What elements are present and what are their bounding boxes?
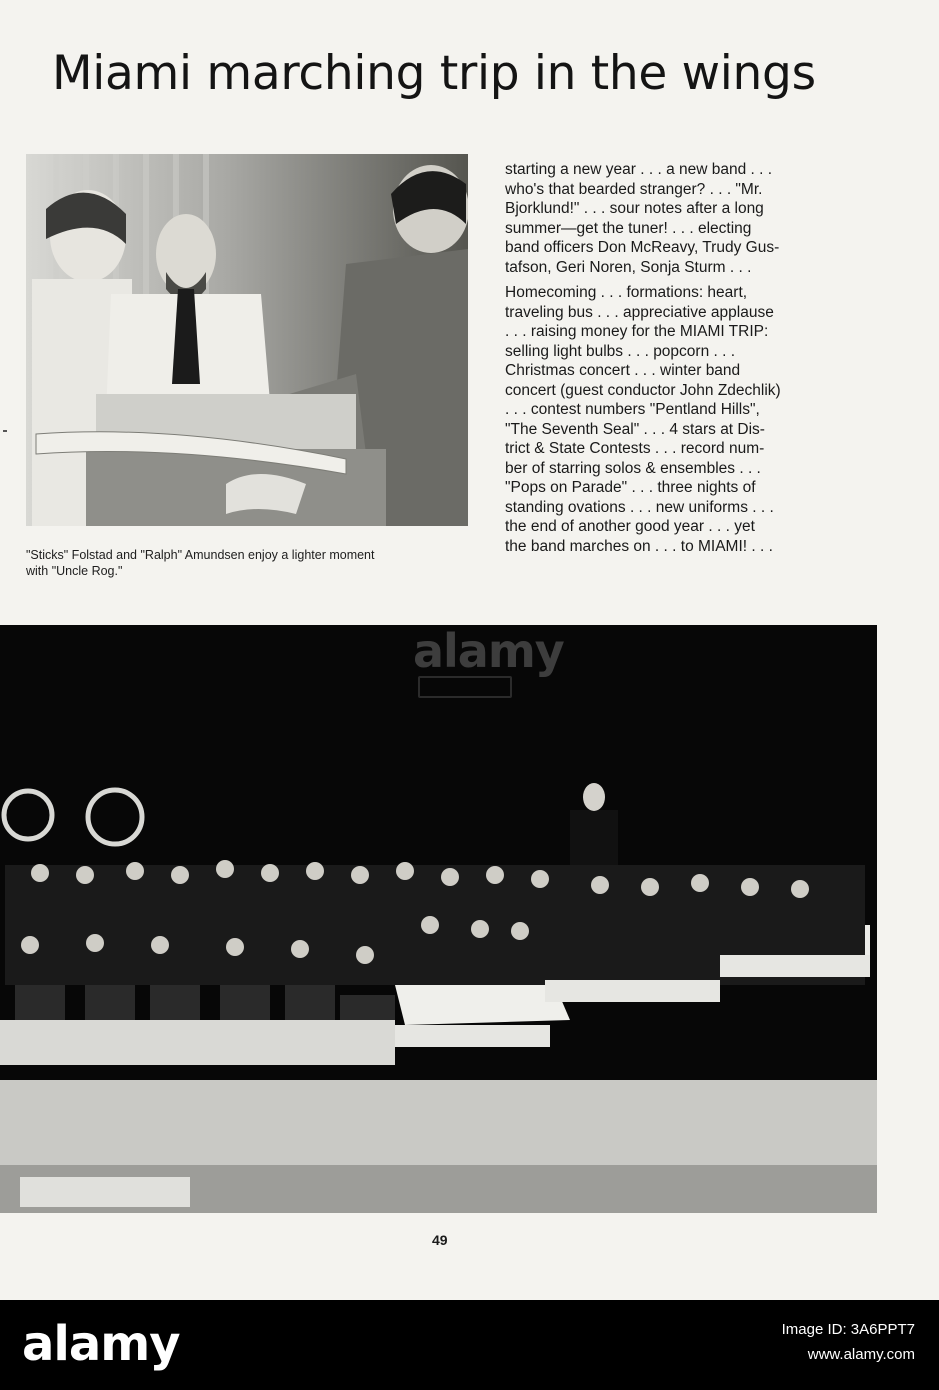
body-line: the band marches on . . . to MIAMI! . . . bbox=[505, 537, 773, 555]
body-line: traveling bus . . . appreciative applause bbox=[505, 303, 774, 321]
margin-mark bbox=[3, 430, 7, 432]
body-line: selling light bulbs . . . popcorn . . . bbox=[505, 342, 736, 360]
article-body bbox=[505, 160, 865, 556]
body-line: trict & State Contests . . . record num- bbox=[505, 440, 765, 457]
body-line: . . . contest numbers "Pentland Hills", bbox=[505, 401, 760, 418]
body-line: Homecoming . . . formations: heart, bbox=[505, 284, 748, 301]
body-line: starting a new year . . . a new band . . . bbox=[505, 161, 773, 178]
body-line: ber of starring solos & ensembles . . . bbox=[505, 459, 761, 477]
photo-caption bbox=[26, 547, 476, 579]
body-line: "Pops on Parade" . . . three nights of bbox=[505, 479, 756, 496]
body-line: band officers Don McReavy, Trudy Gus- bbox=[505, 239, 780, 256]
watermark-logo: alamy bbox=[413, 624, 564, 678]
footer-logo: alamy bbox=[22, 1316, 180, 1372]
photo-concert-band-group bbox=[0, 625, 877, 1213]
body-line: Christmas concert . . . winter band bbox=[505, 362, 741, 379]
watermark-bar bbox=[418, 676, 512, 698]
body-line: standing ovations . . . new uniforms . . . bbox=[505, 498, 774, 516]
caption-line: "Sticks" Folstad and "Ralph" Amundsen enjoy a lighter moment bbox=[26, 548, 375, 562]
photo-illustration bbox=[26, 154, 468, 526]
page-title: Miami marching trip in the wings bbox=[52, 46, 816, 101]
body-line: the end of another good year . . . yet bbox=[505, 518, 755, 535]
photo-band-director-students bbox=[26, 154, 468, 526]
body-line: "The Seventh Seal" . . . 4 stars at Dis- bbox=[505, 420, 765, 438]
band-photo-illustration bbox=[0, 625, 877, 1213]
caption-line: with "Uncle Rog." bbox=[26, 564, 123, 578]
body-line: summer—get the tuner! . . . electing bbox=[505, 219, 752, 237]
footer-url[interactable]: www.alamy.com bbox=[807, 1346, 915, 1363]
body-line: concert (guest conductor John Zdechlik) bbox=[505, 381, 781, 399]
body-line: Bjorklund!" . . . sour notes after a long bbox=[505, 200, 764, 217]
footer-image-id: Image ID: 3A6PPT7 bbox=[781, 1321, 915, 1338]
body-line: who's that bearded stranger? . . . "Mr. bbox=[505, 180, 763, 198]
page-number: 49 bbox=[432, 1232, 448, 1248]
body-line: . . . raising money for the MIAMI TRIP: bbox=[505, 323, 769, 340]
body-line: tafson, Geri Noren, Sonja Sturm . . . bbox=[505, 258, 752, 276]
